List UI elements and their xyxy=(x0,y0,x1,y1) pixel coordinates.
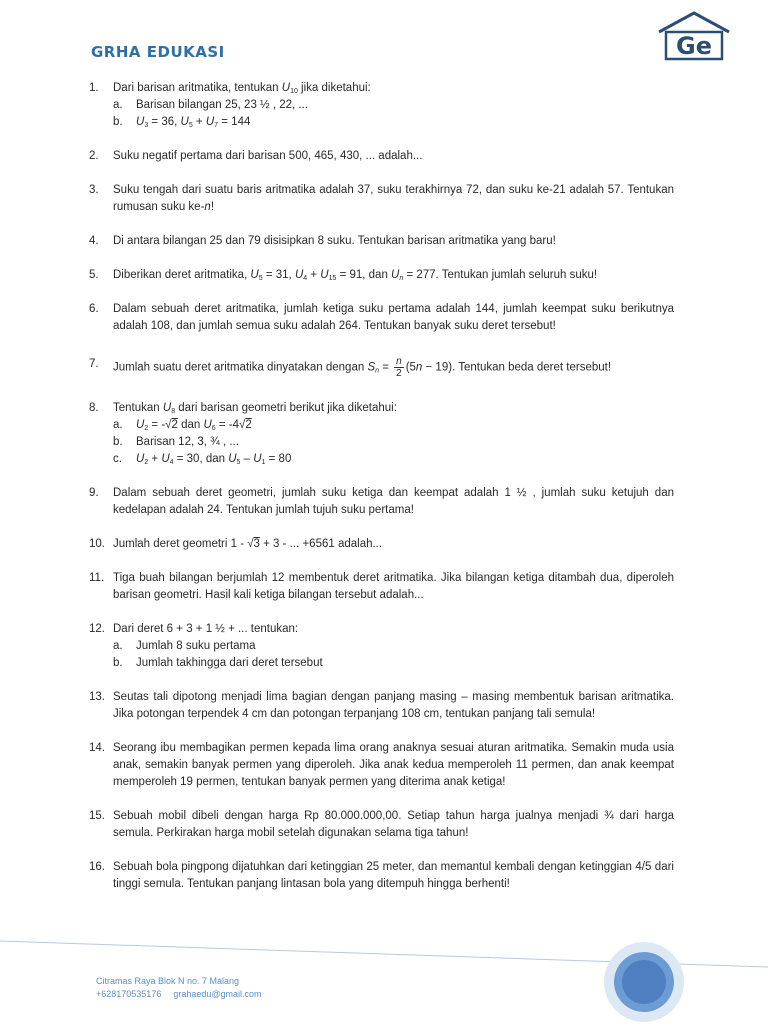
logo-house-icon xyxy=(655,10,733,62)
question-list xyxy=(89,80,674,910)
question-12b: b. Jumlah takhingga dari deret tersebut xyxy=(113,657,323,669)
footer-phone: +628170535176 xyxy=(96,989,162,999)
footer-email[interactable]: grahaedu@gmail.com xyxy=(173,989,262,999)
question-8c: c. $U_2 + U_4 = 30$, dan $U_5 - U_1 = 80$ xyxy=(113,453,292,466)
question-9: 9. Dalam sebuah deret geometri, jumlah suku ketiga dan keempat adalah 1 ½ , jumlah suku ketujuh dan kedelapan adalah 24. Tentukan jumlah tujuh suku pertama! xyxy=(89,487,674,516)
question-13: 13. Seutas tali dipotong menjadi lima bagian dengan panjang masing – masing membentuk barisan aritmatika. Jika potongan terpendek 4 cm dan potongan terpanjang 108 cm, tentukan panjang tali semula! xyxy=(89,691,674,720)
question-14: 14. Seorang ibu membagikan permen kepada lima orang anaknya sesuai aturan aritmatika. Semakin muda usia anak, semakin banyak permen yang diperoleh. Jika anak kedua memperoleh 11 permen, dan anak keempat memperoleh 19 permen, tentukan banyak permen yang diterima anak ketiga! xyxy=(89,742,674,788)
question-16: 16. Sebuah bola pingpong dijatuhkan dari ketinggian 25 meter, dan memantul kembali dengan ketinggian 4/5 dari tinggi semula. Tentukan panjang lintasan bola yang ditempuh hingga berhenti! xyxy=(89,861,674,890)
question-12: 12. Dari deret 6 + 3 + 1 ½ + ... tentukan: a. Jumlah 8 suku pertama b. Jumlah takhingga dari deret tersebut xyxy=(89,621,674,672)
question-1a: a. Barisan bilangan 25, 23 ½ , 22, ... xyxy=(113,99,308,111)
logo-text: Ge xyxy=(676,32,712,60)
footer-circle-decoration xyxy=(602,940,686,1024)
question-1b: b. $U_3 = 36$, $U_5 + U_7 = 144$ xyxy=(113,116,251,129)
footer-contact xyxy=(96,975,262,1001)
question-3: 3. Suku tengah dari suatu baris aritmatika adalah 37, suku terakhirnya 72, dan suku ke-21 adalah 57. Tentukan rumusan suku ke-n! xyxy=(89,184,674,213)
question-11: 11. Tiga buah bilangan berjumlah 12 membentuk deret aritmatika. Jika bilangan ketiga ditambah dua, diperoleh barisan geometri. Hasil kali ketiga bilangan tersebut adalah... xyxy=(89,572,674,601)
question-7: 7. Jumlah suatu deret aritmatika dinyatakan dengan $S_n$ = $\frac{n}{2}$ (5n − 19). Tentukan beda deret tersebut! xyxy=(89,356,612,379)
fraction-n-over-2: $\frac{n}{2}$ xyxy=(396,356,402,379)
question-1: 1. Dari barisan aritmatika, tentukan $U_{10}$ jika diketahui: a. Barisan bilangan 25, 23 ½ , 22, ... b. $U_3 = 36$, $U_5 + U_7 = 144$ xyxy=(89,80,674,131)
question-6: 6. Dalam sebuah deret aritmatika, jumlah ketiga suku pertama adalah 144, jumlah keempat suku berikutnya adalah 108, dan jumlah semua suku adalah 264. Tentukan banyak suku deret tersebut! xyxy=(89,303,674,332)
question-5: 5. Diberikan deret aritmatika, $U_5 = 31$, $U_4 + U_{15} = 91$, dan $U_n = 277$. Tentukan jumlah seluruh suku! xyxy=(89,269,598,282)
question-10: 10. Jumlah deret geometri 1 - √3 + 3 - ... +6561 adalah... xyxy=(89,538,383,550)
question-12a: a. Jumlah 8 suku pertama xyxy=(113,640,256,652)
question-15: 15. Sebuah mobil dibeli dengan harga Rp 80.000.000,00. Setiap tahun harga jualnya menjadi ¾ dari harga semula. Perkirakan harga mobil setelah digunakan selama tiga tahun! xyxy=(89,810,674,839)
question-2: 2. Suku negatif pertama dari barisan 500, 465, 430, ... adalah... xyxy=(89,150,423,162)
brand-title: GRHA EDUKASI xyxy=(91,43,225,61)
question-8a: a. $U_2 = -√2$ dan $U_6 = -4√2$ xyxy=(113,419,252,432)
footer-address: Citramas Raya Blok N no. 7 Malang xyxy=(96,976,240,986)
question-8b: b. Barisan 12, 3, ¾ , ... xyxy=(113,436,239,448)
question-4: 4. Di antara bilangan 25 dan 79 disisipkan 8 suku. Tentukan barisan aritmatika yang baru! xyxy=(89,235,556,247)
question-8: 8. Tentukan $U_8$ dari barisan geometri berikut jika diketahui: a. $U_2 = -√2$ dan $U_6 = -4√2$ b. Barisan 12, 3, ¾ , ... c. $U_2 + U_4 = 30$, dan $U_5 - U_1 = 80$ xyxy=(89,400,674,468)
